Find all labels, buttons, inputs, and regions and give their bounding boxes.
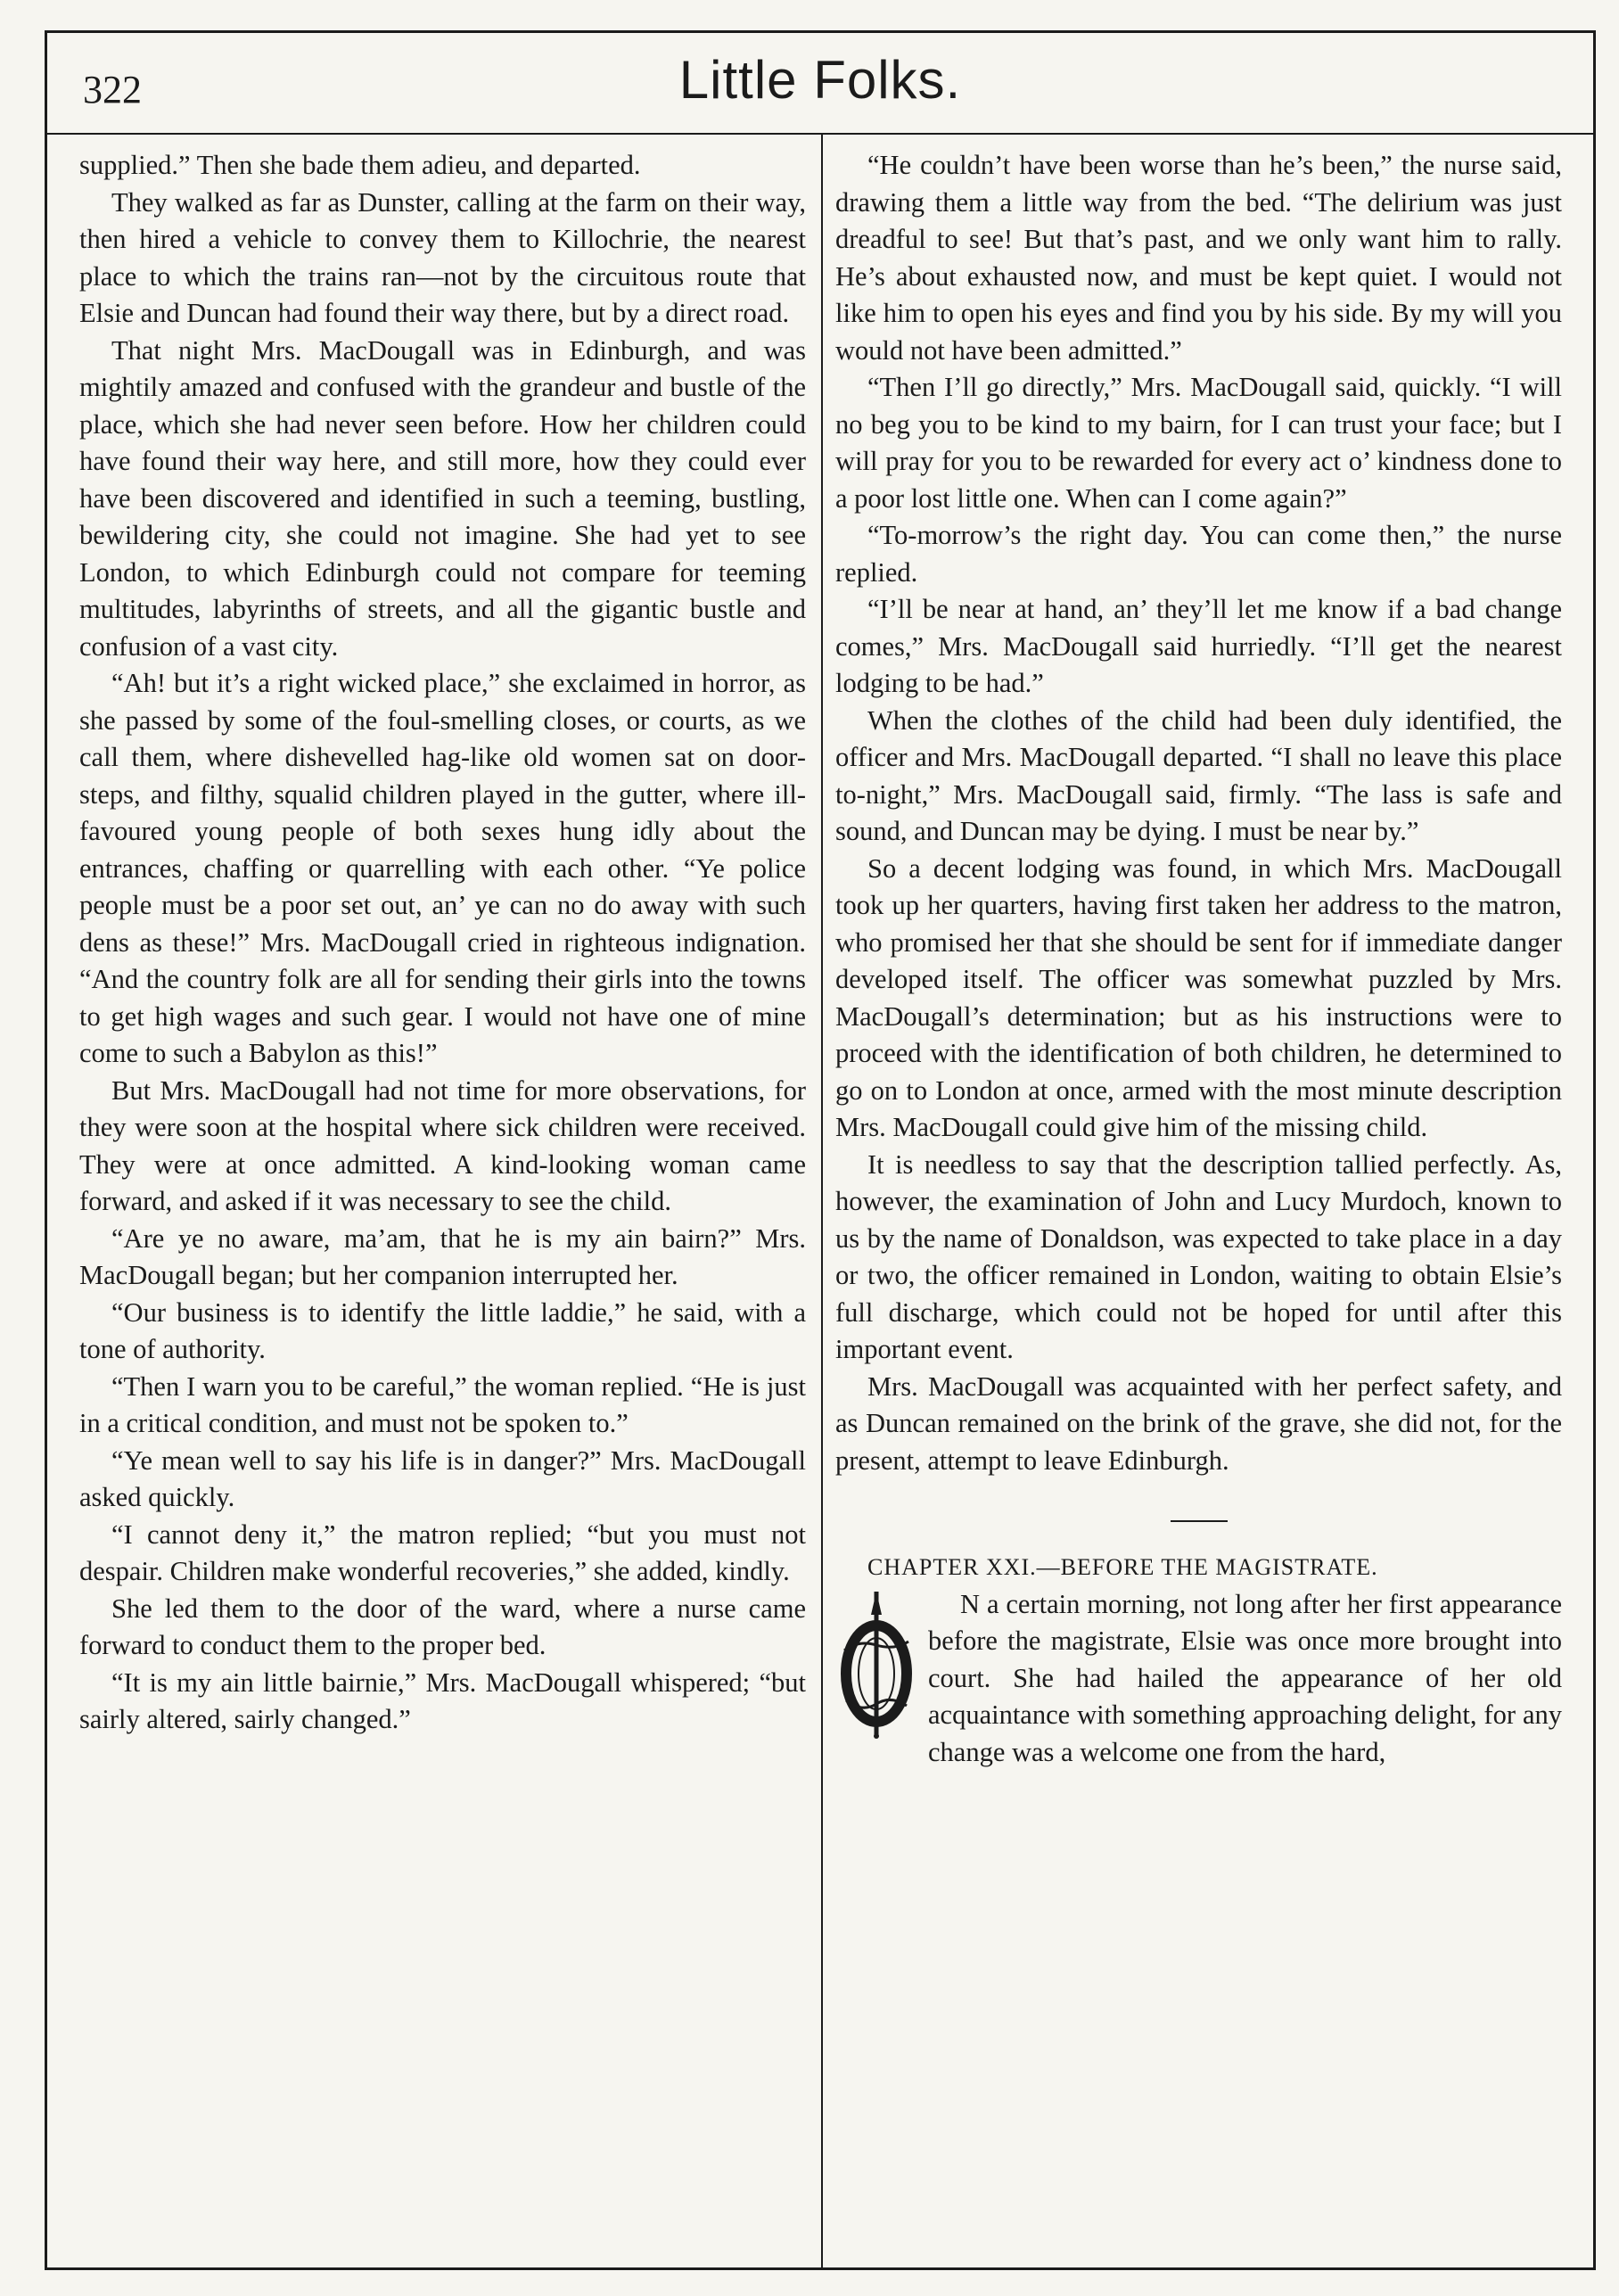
paragraph: “I cannot deny it,” the matron replied; “but you must not despair. Children make wonderful recoveries,” she added, kindly. <box>79 1518 806 1586</box>
left-column <box>79 147 806 1739</box>
paragraph: “To-morrow’s the right day. You can come then,” the nurse replied. <box>835 520 1562 588</box>
paragraph: But Mrs. MacDougall had not time for more observations, for they were soon at the hospital where sick children were received. They were at once admitted. A kind-looking woman came forward, and asked if it was necessary to see the child. <box>79 1074 806 1216</box>
page-frame <box>45 30 1596 2270</box>
paragraph: “Ah! but it’s a right wicked place,” she exclaimed in horror, as she passed by some of the foul-smelling closes, or courts, as we call them, where dishevelled hag-like old women sat on door-steps, and filthy, squalid children played in the gutter, where ill-favoured young people of both sexes hung idly about the entrances, chaffing or quarrelling with each other. “Ye police people must be a poor set out, an’ ye can no do away with such dens as these!” Mrs. MacDougall cried in righteous indignation. “And the country folk are all for sending their girls into the towns to get high wages and such gear. I would not have one of mine come to such a Babylon as this!” <box>79 668 806 1068</box>
paragraph: “Are ye no aware, ma’am, that he is my ain bairn?” Mrs. MacDougall began; but her companion interrupted her. <box>79 1222 806 1290</box>
paragraph: When the clothes of the child had been duly identified, the officer and Mrs. MacDougall departed. “I shall no leave this place to-night,” Mrs. MacDougall said, firmly. “The lass is safe and sound, and Duncan may be dying. I must be near by.” <box>835 704 1562 846</box>
paragraph: “Our business is to identify the little laddie,” he said, with a tone of authority. <box>79 1296 806 1364</box>
header-rule <box>47 133 1593 135</box>
section-rule <box>1171 1520 1228 1522</box>
running-header <box>47 33 1593 140</box>
drop-cap-o-icon <box>835 1588 917 1740</box>
chapter-opening-text: N a certain morning, not long after her first appearance before the magistrate, Elsie was once more brought into court. She had hailed the appearance of her old acquaintance with something approaching delight, for any change was a welcome one from the hard, <box>928 1588 1562 1767</box>
page-number: 322 <box>83 68 142 111</box>
right-column <box>835 147 1562 1771</box>
paragraph: That night Mrs. MacDougall was in Edinburgh, and was mightily amazed and confused with the grandeur and bustle of the place, which she had never seen before. How her children could have found their way here, and still more, how they could ever have been discovered and identified in such a teeming, bustling, bewildering city, she could not imagine. She had yet to see London, to which Edinburgh could not compare for teeming multitudes, labyrinths of streets, and all the gigantic bustle and confusion of a vast city. <box>79 334 806 662</box>
column-divider <box>821 133 823 2267</box>
paragraph: She led them to the door of the ward, where a nurse came forward to conduct them to the proper bed. <box>79 1592 806 1660</box>
paragraph: “It is my ain little bairnie,” Mrs. MacDougall whispered; “but sairly altered, sairly changed.” <box>79 1666 806 1734</box>
paragraph: “Ye mean well to say his life is in danger?” Mrs. MacDougall asked quickly. <box>79 1444 806 1512</box>
paragraph: It is needless to say that the description tallied perfectly. As, however, the examination of John and Lucy Murdoch, known to us by the name of Donaldson, was expected to take place in a day or two, the officer remained in London, waiting to obtain Elsie’s full discharge, which could not be hoped for until after this important event. <box>835 1148 1562 1364</box>
paragraph: supplied.” Then she bade them adieu, and departed. <box>79 150 641 180</box>
paragraph: “He couldn’t have been worse than he’s been,” the nurse said, drawing them a little way from the bed. “The delirium was just dreadful to see! But that’s past, and we only want him to rally. He’s about exhausted now, and must be kept quiet. I would not like him to open his eyes and find you by his side. By my will you would not have been admitted.” <box>835 150 1562 366</box>
journal-title: Little Folks. <box>678 50 962 110</box>
paragraph: “Then I warn you to be careful,” the woman replied. “He is just in a critical condition, and must not be spoken to.” <box>79 1370 806 1438</box>
paragraph: Mrs. MacDougall was acquainted with her perfect safety, and as Duncan remained on the brink of the grave, she did not, for the present, attempt to leave Edinburgh. <box>835 1370 1562 1476</box>
paragraph: “I’ll be near at hand, an’ they’ll let me know if a bad change comes,” Mrs. MacDougall said hurriedly. “I’ll get the nearest lodging to be had.” <box>835 594 1562 698</box>
chapter-heading: CHAPTER XXI.—BEFORE THE MAGISTRATE. <box>867 1554 1378 1580</box>
paragraph: “Then I’ll go directly,” Mrs. MacDougall said, quickly. “I will no beg you to be kind to my bairn, for I can trust your face; but I will pray for you to be rewarded for every act o’ kindness done to a poor lost little one. When can I come again?” <box>835 372 1562 514</box>
paragraph: So a decent lodging was found, in which Mrs. MacDougall took up her quarters, having first taken her address to the matron, who promised her that she should be sent for if immediate danger developed itself. The officer was somewhat puzzled by Mrs. MacDougall’s determination; but as his instructions were to proceed with the identification of both children, he determined to go on to London at once, armed with the most minute description Mrs. MacDougall could give him of the missing child. <box>835 852 1562 1142</box>
paragraph: They walked as far as Dunster, calling at the farm on their way, then hired a vehicle to convey them to Killochrie, the nearest place to which the trains ran—not by the circuitous route that Elsie and Duncan had found their way there, but by a direct road. <box>79 186 806 328</box>
